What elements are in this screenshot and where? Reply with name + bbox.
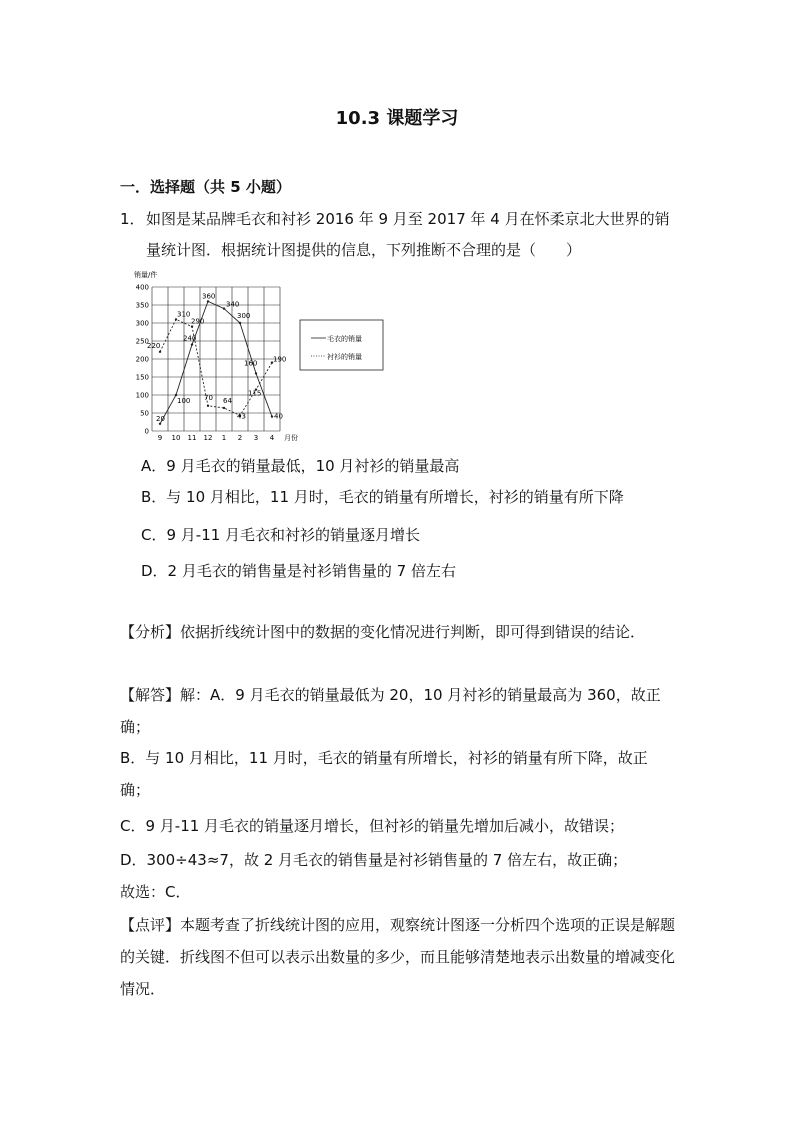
sweater-point bbox=[175, 394, 177, 396]
shirt-data-label: 220 bbox=[147, 341, 161, 350]
page-title: 10.3 课题学习 bbox=[335, 108, 459, 129]
x-tick-label: 4 bbox=[269, 434, 275, 442]
chart-grid bbox=[152, 287, 280, 431]
sweater-data-label: 300 bbox=[237, 312, 251, 320]
legend-shirt: 衬衫的销量 bbox=[327, 353, 362, 361]
answer-line-c: C．9 月-11 月毛衣的销量逐月增长，但衬衫的销量先增加后减小，故错误； bbox=[120, 817, 625, 835]
comment-block bbox=[120, 909, 676, 1005]
shirt-data-label: 115 bbox=[248, 389, 262, 398]
sweater-point bbox=[223, 307, 225, 309]
y-tick-label: 0 bbox=[144, 427, 149, 436]
sweater-point bbox=[271, 415, 273, 417]
option-b: B．与 10 月相比，11 月时，毛衣的销量有所增长，衬衫的销量有所下降 bbox=[141, 488, 624, 506]
shirt-data-label: 43 bbox=[237, 412, 246, 421]
answer-line-b: B．与 10 月相比，11 月时，毛衣的销量有所增长，衬衫的销量有所下降，故正确； bbox=[120, 749, 648, 799]
answer-line-a: 解：A．9 月毛衣的销量最低为 20，10 月衬衫的销量最高为 360，故正确； bbox=[120, 686, 661, 736]
chart-legend bbox=[300, 320, 383, 370]
comment-text: 本题考查了折线统计图的应用，观察统计图逐一分析四个选项的正误是解题的关键．折线图不但可以表示出数量的多少，而且能够清楚地表示出数量的增减变化情况． bbox=[120, 916, 676, 998]
option-c: C．9 月-11 月毛衣和衬衫的销量逐月增长 bbox=[141, 526, 421, 544]
sweater-data-label: 240 bbox=[183, 334, 197, 343]
sweater-data-label: 340 bbox=[226, 300, 240, 309]
sweater-data-label: 360 bbox=[202, 292, 216, 301]
shirt-data-label: 290 bbox=[191, 317, 205, 326]
x-tick-labels bbox=[158, 434, 275, 442]
question-1 bbox=[120, 204, 676, 266]
y-tick-label: 400 bbox=[135, 283, 149, 292]
question-text: 如图是某品牌毛衣和衬衫 2016 年 9 月至 2017 年 4 月在怀柔京北大世界的销量统计图．根据统计图提供的信息，下列推断不合理的是（ ） bbox=[146, 210, 670, 259]
shirt-point bbox=[207, 405, 209, 407]
y-tick-label: 200 bbox=[135, 355, 149, 364]
x-tick-label: 3 bbox=[253, 434, 259, 442]
analysis-tag: 【分析】 bbox=[120, 623, 181, 641]
y-tick-label: 150 bbox=[135, 373, 149, 382]
x-tick-label: 2 bbox=[237, 434, 243, 442]
sweater-point bbox=[255, 372, 257, 374]
y-tick-label: 250 bbox=[135, 337, 149, 346]
x-tick-label: 10 bbox=[171, 434, 181, 442]
option-a: A．9 月毛衣的销量最低，10 月衬衫的销量最高 bbox=[141, 457, 460, 475]
y-tick-label: 50 bbox=[140, 409, 149, 418]
shirt-data-label: 310 bbox=[177, 310, 191, 319]
sweater-point bbox=[159, 423, 161, 425]
y-tick-labels bbox=[136, 284, 149, 436]
sweater-point bbox=[207, 300, 209, 302]
y-tick-label: 100 bbox=[135, 391, 149, 400]
x-tick-label: 9 bbox=[157, 434, 163, 442]
shirt-point bbox=[191, 325, 193, 327]
shirt-data-label: 64 bbox=[223, 396, 232, 405]
section-heading: 一．选择题（共 5 小题） bbox=[120, 178, 291, 196]
option-d: D．2 月毛衣的销售量是衬衫销售量的 7 倍左右 bbox=[141, 562, 456, 580]
answer-line-d: D．300÷43≈7，故 2 月毛衣的销售量是衬衫销售量的 7 倍左右，故正确； bbox=[120, 851, 628, 869]
shirt-point bbox=[175, 318, 177, 320]
y-tick-label: 300 bbox=[135, 319, 149, 328]
x-tick-label: 12 bbox=[203, 434, 213, 442]
shirt-data-label: 190 bbox=[273, 355, 287, 364]
shirt-point bbox=[223, 407, 225, 409]
sweater-data-label: 160 bbox=[244, 359, 258, 368]
answer-tag: 【解答】 bbox=[120, 686, 181, 704]
shirt-data-label: 70 bbox=[204, 393, 213, 402]
analysis-text: 依据折线统计图中的数据的变化情况进行判断，即可得到错误的结论． bbox=[180, 623, 646, 641]
legend-sweater: 毛衣的销量 bbox=[327, 335, 362, 343]
y-tick-label: 350 bbox=[135, 301, 149, 310]
analysis-block bbox=[120, 616, 676, 648]
x-tick-label: 11 bbox=[187, 434, 197, 442]
answer-choice: 故选：C． bbox=[120, 883, 191, 901]
y-axis-label: 销量/件 bbox=[134, 271, 158, 279]
comment-tag: 【点评】 bbox=[120, 916, 181, 934]
sweater-data-label: 100 bbox=[177, 397, 191, 405]
question-number: 1． bbox=[120, 210, 145, 228]
x-tick-label: 1 bbox=[221, 434, 227, 442]
shirt-point bbox=[159, 351, 161, 353]
sweater-data-label: 40 bbox=[274, 412, 283, 421]
answer-block bbox=[120, 679, 676, 743]
sweater-data-label: 20 bbox=[156, 414, 165, 423]
sweater-point bbox=[191, 343, 193, 345]
x-axis-label: 月份 bbox=[284, 434, 298, 442]
sales-line-chart bbox=[124, 268, 394, 446]
sweater-point bbox=[239, 322, 241, 324]
